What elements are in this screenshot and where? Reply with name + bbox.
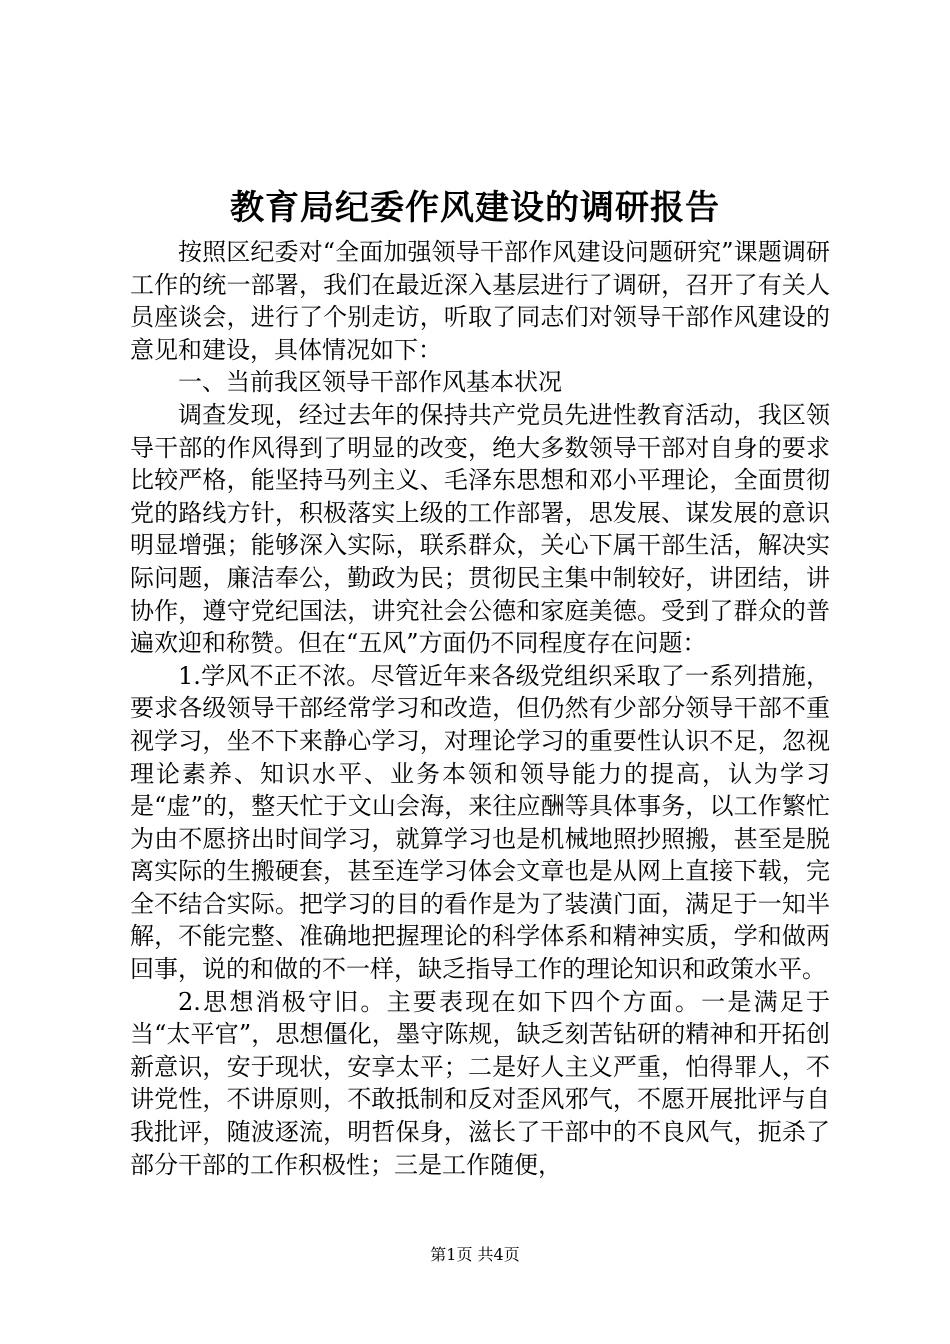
document-title: 教育局纪委作风建设的调研报告 — [230, 188, 720, 228]
paragraph-intro: 按照区纪委对“全面加强领导干部作风建设问题研究”课题调研工作的统一部署，我们在最近深入基层进行了调研，召开了有关人员座谈会，进行了个别走访，听取了同志们对领导干部作风建设的意见和建设，具体情况如下： — [130, 238, 830, 364]
paragraph-item-2: 2.思想消极守旧。主要表现在如下四个方面。一是满足于当“太平官”，思想僵化，墨守陈规，缺乏刻苦钻研的精神和开拓创新意识，安于现状，安享太平；二是好人主义严重，怕得罪人，不讲党性，不讲原则，不敢抵制和反对歪风邪气，不愿开展批评与自我批评，随波逐流，明哲保身，滋长了干部中的不良风气，扼杀了部分干部的工作积极性；三是工作随便， — [130, 987, 830, 1179]
page-number-footer: 第1页 共4页 — [430, 1245, 520, 1264]
paragraph-survey-findings: 调查发现，经过去年的保持共产党员先进性教育活动，我区领导干部的作风得到了明显的改变，绝大多数领导干部对自身的要求比较严格，能坚持马列主义、毛泽东思想和邓小平理论，全面贯彻党的路线方针，积极落实上级的工作部署，思发展、谋发展的意识明显增强；能够深入实际，联系群众，关心下属干部生活，解决实际问题，廉洁奉公，勤政为民；贯彻民主集中制较好，讲团结，讲协作，遵守党纪国法，讲究社会公德和家庭美德。受到了群众的普遍欢迎和称赞。但在“五风”方面仍不同程度存在问题： — [130, 400, 830, 658]
paragraph-item-1: 1.学风不正不浓。尽管近年来各级党组织采取了一系列措施，要求各级领导干部经常学习和改造，但仍然有少部分领导干部不重视学习，坐不下来静心学习，对理论学习的重要性认识不足，忽视理论素养、知识水平、业务本领和领导能力的提高，认为学习是“虚”的，整天忙于文山会海，来往应酬等具体事务，以工作繁忙为由不愿挤出时间学习，就算学习也是机械地照抄照搬，甚至是脱离实际的生搬硬套，甚至连学习体会文章也是从网上直接下载，完全不结合实际。把学习的目的看作是为了装潢门面，满足于一知半解，不能完整、准确地把握理论的科学体系和精神实质，学和做两回事，说的和做的不一样，缺乏指导工作的理论知识和政策水平。 — [130, 661, 830, 984]
section-heading-1: 一、当前我区领导干部作风基本状况 — [178, 368, 562, 397]
document-body — [130, 236, 830, 1181]
